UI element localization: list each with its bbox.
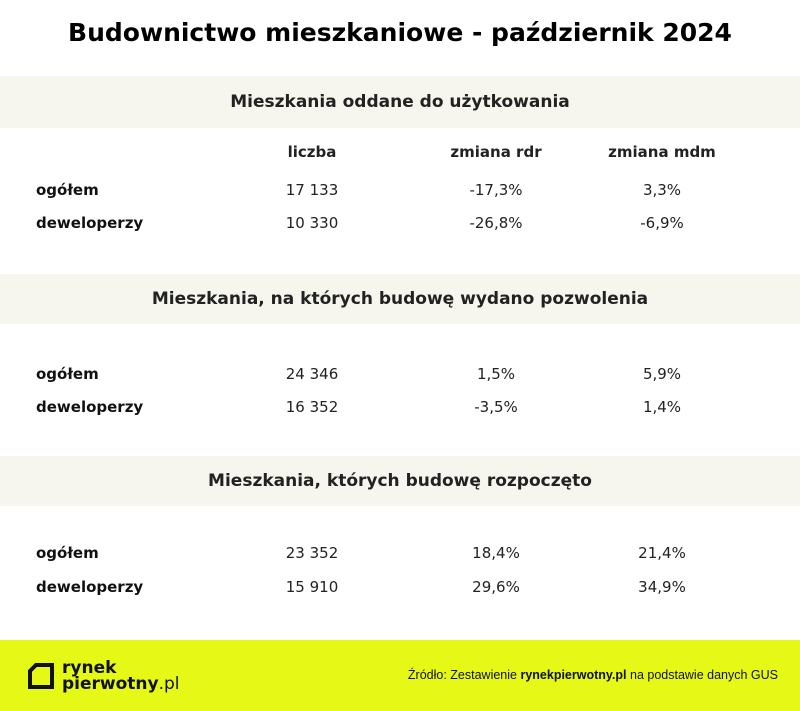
table-cell: 5,9%: [642, 365, 682, 383]
brand-logo: [26, 660, 180, 692]
table-cell: 17 133: [285, 181, 339, 199]
table-cell: 21,4%: [638, 544, 686, 562]
table-cell: 15 910: [285, 578, 339, 596]
page-title: Budownictwo mieszkaniowe - październik 2024: [68, 18, 732, 47]
table-cell: 24 346: [285, 365, 339, 383]
source-prefix: Źródło: Zestawienie: [407, 668, 521, 682]
row-label-total: ogółem: [36, 181, 99, 199]
column-header-count: liczba: [287, 143, 337, 161]
section-heading-permits: Mieszkania, na których budowę wydano pozwolenia: [0, 274, 800, 324]
section-heading-started: Mieszkania, których budowę rozpoczęto: [0, 456, 800, 506]
table-cell: -6,9%: [640, 214, 684, 232]
table-cell: -26,8%: [469, 214, 523, 232]
row-label-developers: deweloperzy: [36, 214, 144, 232]
section-heading-completed: Mieszkania oddane do użytkowania: [0, 76, 800, 128]
logo-line-1: rynek: [62, 658, 117, 678]
row-label-total: ogółem: [36, 365, 99, 383]
table-cell: 34,9%: [638, 578, 686, 596]
table-cell: 29,6%: [472, 578, 520, 596]
logo-mark-icon: [26, 661, 56, 691]
source-suffix: na podstawie danych GUS: [626, 668, 778, 682]
source-note: [408, 668, 778, 682]
table-cell: 3,3%: [642, 181, 682, 199]
footer-bar: [0, 640, 800, 711]
table-cell: -3,5%: [474, 398, 518, 416]
logo-name: pierwotny: [62, 674, 159, 694]
source-brand: rynekpierwotny.pl: [520, 668, 627, 682]
logo-tld: .pl: [158, 674, 180, 694]
logo-line-2: [62, 676, 180, 692]
row-label-developers: deweloperzy: [36, 398, 144, 416]
logo-wordmark: [62, 660, 180, 692]
table-cell: 10 330: [285, 214, 339, 232]
table-cell: -17,3%: [469, 181, 523, 199]
row-label-developers: deweloperzy: [36, 578, 144, 596]
table-cell: 23 352: [285, 544, 339, 562]
table-cell: 16 352: [285, 398, 339, 416]
table-cell: 1,5%: [476, 365, 516, 383]
column-header-mom: zmiana mdm: [608, 143, 716, 161]
column-header-yoy: zmiana rdr: [450, 143, 542, 161]
row-label-total: ogółem: [36, 544, 99, 562]
table-cell: 1,4%: [642, 398, 682, 416]
table-cell: 18,4%: [472, 544, 520, 562]
